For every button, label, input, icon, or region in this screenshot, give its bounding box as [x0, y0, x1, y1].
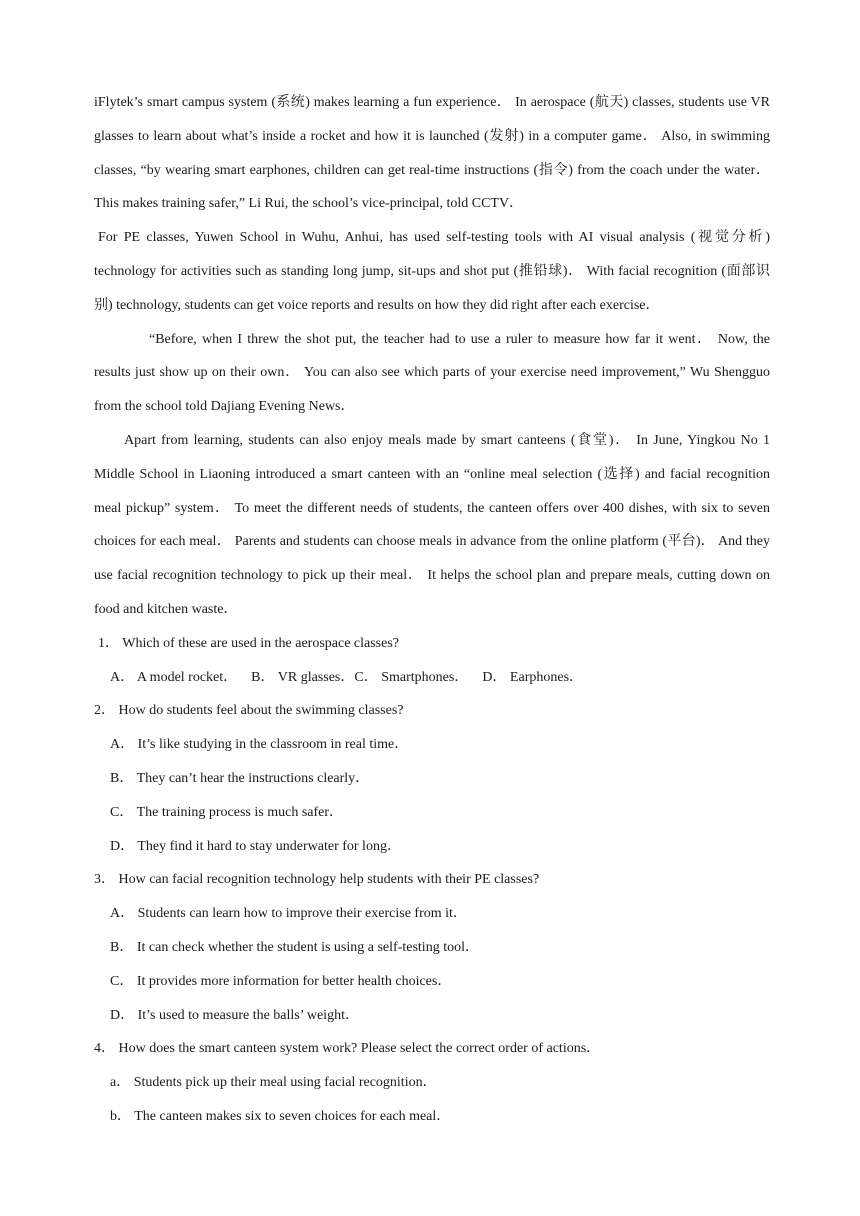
- question-3-option-c[interactable]: C． It provides more information for better health choices．: [110, 973, 452, 989]
- question-3-stem: 3． How can facial recognition technology help students with their PE classes?: [94, 872, 540, 888]
- question-1-option-d[interactable]: D． Earphones．: [482, 669, 584, 685]
- question-1-option-a[interactable]: A． A model rocket．: [110, 669, 238, 685]
- question-1-option-b[interactable]: B． VR glasses．: [251, 669, 355, 685]
- question-3-option-a[interactable]: A． Students can learn how to improve their exercise from it．: [110, 906, 467, 922]
- passage-paragraph-1: iFlytek’s smart campus system (系统) makes learning a fun experience． In aerospace (航天) classes, students use VR glasses to learn about what’s inside a rocket and how it is launched (发射) in a computer game． Also, in swimming classes, “by wearing smart earphones, children can get real-time instructions (指令) from the coach under the water． This makes training safer,” Li Rui, the school’s vice-principal, told CCTV．: [94, 95, 770, 212]
- question-3-option-b[interactable]: B． It can check whether the student is using a self-testing tool．: [110, 939, 479, 955]
- question-1-stem: 1． Which of these are used in the aerospace classes?: [98, 635, 400, 651]
- question-2-option-d[interactable]: D． They find it hard to stay underwater for long．: [110, 838, 401, 854]
- question-4-stem: 4． How does the smart canteen system work? Please select the correct order of actions．: [94, 1041, 601, 1057]
- question-3: [94, 863, 770, 1032]
- question-2-option-b[interactable]: B． They can’t hear the instructions clearly．: [110, 770, 370, 786]
- question-2-stem: 2． How do students feel about the swimming classes?: [94, 703, 404, 719]
- question-1: [94, 627, 770, 695]
- question-3-option-d[interactable]: D． It’s used to measure the balls’ weight．: [110, 1007, 359, 1023]
- passage-paragraph-2: For PE classes, Yuwen School in Wuhu, Anhui, has used self-testing tools with AI visual analysis (视觉分析) technology for activities such as standing long jump, sit-ups and shot put (推铅球)． With facial recognition (面部识别) technology, students can get voice reports and results on how they did right after each exercise．: [94, 230, 770, 313]
- passage-paragraph-4: Apart from learning, students can also enjoy meals made by smart canteens (食堂)． In June, Yingkou No 1 Middle School in Liaoning introduced a smart canteen with an “online meal selection (选择) and facial recognition meal pickup” system． To meet the different needs of students, the canteen offers over 400 dishes, with six to seven choices for each meal． Parents and students can choose meals in advance from the online platform (平台)． And they use facial recognition technology to pick up their meal． It helps the school plan and prepare meals, cutting down on food and kitchen waste．: [94, 432, 770, 617]
- question-1-options: [94, 661, 770, 695]
- question-2-option-a[interactable]: A． It’s like studying in the classroom in real time．: [110, 737, 409, 753]
- question-4-step-b: b． The canteen makes six to seven choices for each meal．: [110, 1108, 451, 1124]
- passage-paragraph-3: “Before, when I threw the shot put, the teacher had to use a ruler to measure how far it went． Now, the results just show up on their own． You can also see which parts of your exercise need improvement,” Wu Shengguo from the school told Dajiang Evening News．: [94, 331, 770, 415]
- question-2: [94, 694, 770, 863]
- question-4: [94, 1032, 770, 1133]
- question-1-option-c[interactable]: C． Smartphones．: [354, 669, 469, 685]
- document-page: [94, 86, 770, 1134]
- question-4-step-a: a． Students pick up their meal using facial recognition．: [110, 1075, 437, 1091]
- question-2-option-c[interactable]: C． The training process is much safer．: [110, 804, 344, 820]
